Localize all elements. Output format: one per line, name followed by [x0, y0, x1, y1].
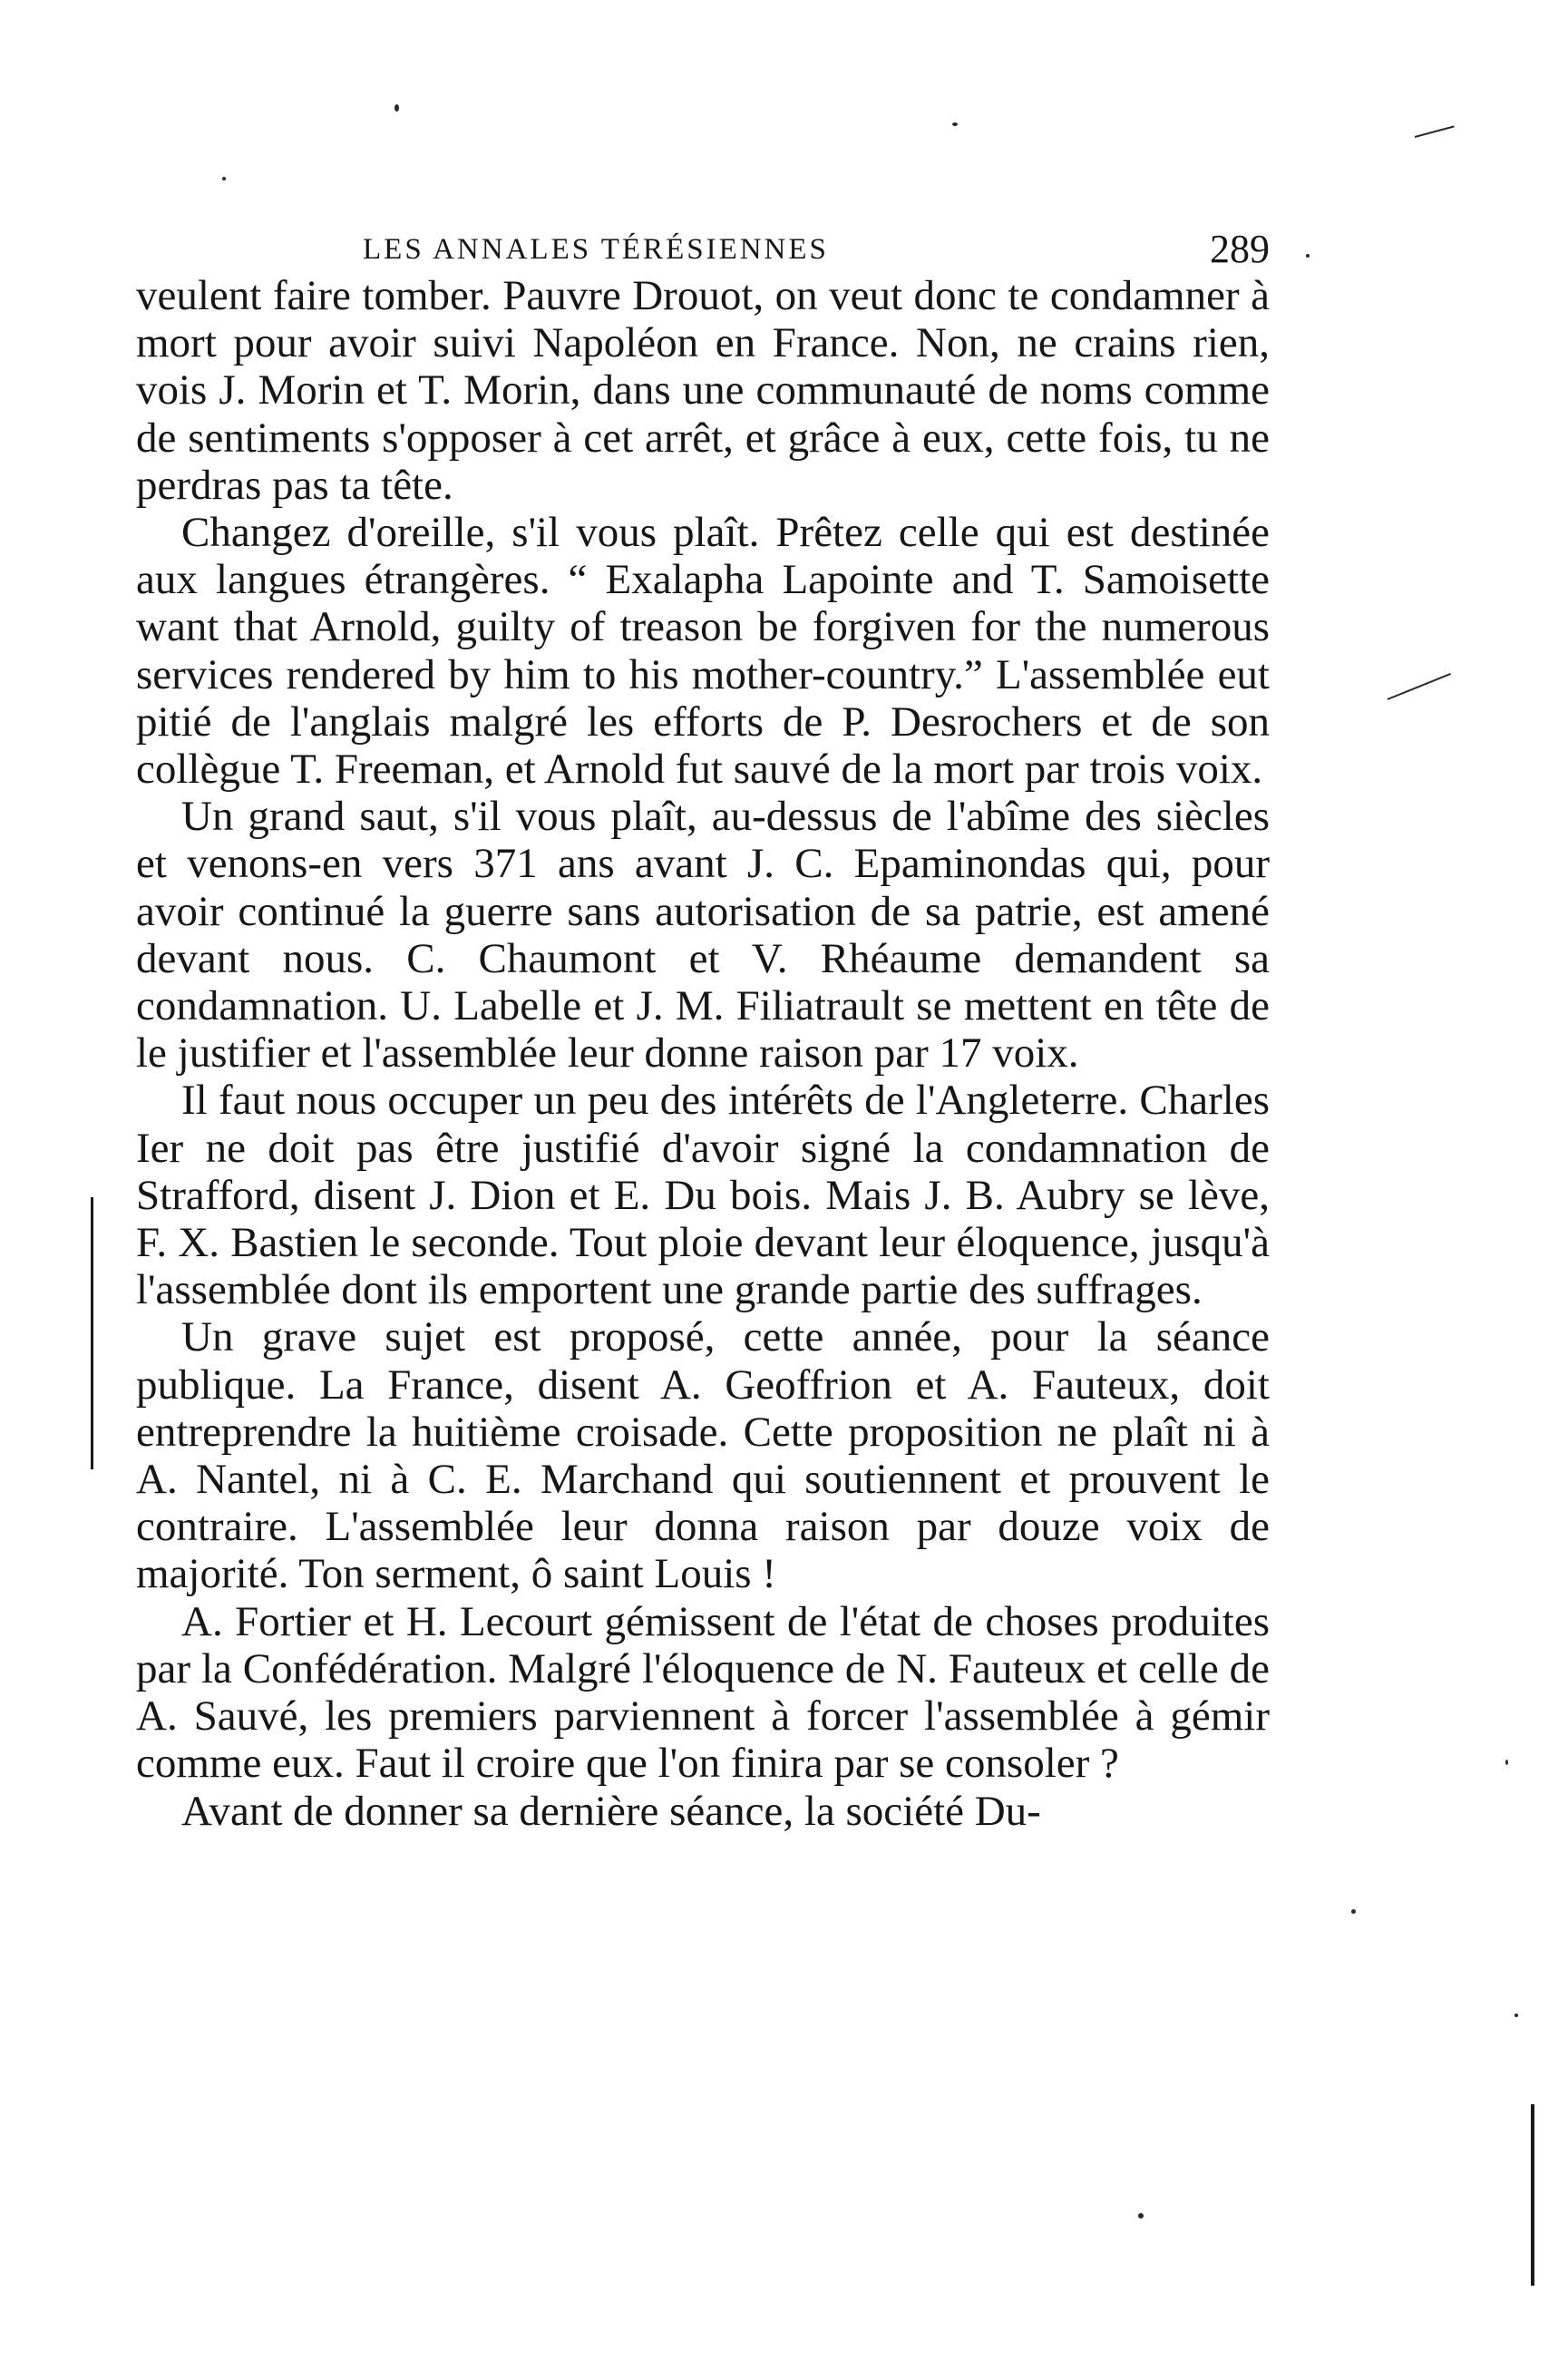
- margin-stroke: [1388, 673, 1451, 700]
- page-number: 289: [1210, 227, 1270, 271]
- paragraph-croisade: Un grave sujet est proposé, cette année, pour la séance publique. La France, disent A. Geoffrion et A. Fauteux, doit entreprendre la huitième croisade. Cette proposition ne plaît ni à A. Nantel, ni à C. E. Marchand qui soutiennent et prouvent le contraire. L'assemblée leur donna raison par douze voix de majorité. Ton serment, ô saint Louis !: [136, 1313, 1270, 1598]
- scan-speck: [1505, 1760, 1508, 1765]
- scan-speck: [1138, 2213, 1144, 2219]
- paragraph-continuation: veulent faire tomber. Pauvre Drouot, on veut donc te condamner à mort pour avoir suivi Napoléon en France. Non, ne crains rien, vois J. Morin et T. Morin, dans une communauté de noms comme de sentiments s'opposer à cet arrêt, et grâce à eux, cette fois, tu ne perdras pas ta tête.: [136, 272, 1270, 509]
- paragraph-arnold: Changez d'oreille, s'il vous plaît. Prêtez celle qui est destinée aux langues étrangères. “ Exalapha Lapointe and T. Samoisette want that Arnold, guilty of treason be forgiven for the numerous services rendered by him to his mother-country.” L'assemblée eut pitié de l'anglais malgré les efforts de P. Desrochers et de son collègue T. Freeman, et Arnold fut sauvé de la mort par trois voix.: [136, 509, 1270, 794]
- scan-speck: [394, 104, 399, 112]
- scan-speck: [1514, 2014, 1518, 2017]
- right-margin-rule: [1531, 2104, 1534, 2286]
- paragraph-confederation: A. Fortier et H. Lecourt gémissent de l'état de choses produites par la Confédération. Malgré l'éloquence de N. Fauteux et celle de A. Sauvé, les premiers parviennent à forcer l'assemblée à gémir comme eux. Faut il croire que l'on finira par se consoler ?: [136, 1597, 1270, 1788]
- scan-speck: [1306, 254, 1310, 258]
- scan-speck: [952, 122, 958, 126]
- paragraph-closing: Avant de donner sa dernière séance, la société Du-: [181, 1787, 1041, 1835]
- corner-mark: [1415, 125, 1455, 138]
- scan-speck: [222, 177, 226, 180]
- running-header: [136, 222, 1270, 277]
- left-margin-rule: [91, 1197, 93, 1469]
- scan-speck: [1351, 1909, 1356, 1914]
- paragraph-epaminondas: Un grand saut, s'il vous plaît, au-dessus de l'abîme des siècles et venons-en vers 371 ans avant J. C. Epaminondas qui, pour avoir continué la guerre sans autorisation de sa patrie, est amené devant nous. C. Chaumont et V. Rhéaume demandent sa condamnation. U. Labelle et J. M. Filiatrault se mettent en tête de le justifier et l'assemblée leur donne raison par 17 voix.: [136, 793, 1270, 1078]
- paragraph-charles-ier: Il faut nous occuper un peu des intérêts de l'Angleterre. Charles Ier ne doit pas être justifié d'avoir signé la condamnation de Strafford, disent J. Dion et E. Du bois. Mais J. B. Aubry se lève, F. X. Bastien le seconde. Tout ploie devant leur éloquence, jusqu'à l'assemblée dont ils emportent une grande partie des suffrages.: [136, 1077, 1270, 1314]
- body-text: [136, 272, 1270, 1835]
- running-title: LES ANNALES TÉRÉSIENNES: [363, 233, 829, 266]
